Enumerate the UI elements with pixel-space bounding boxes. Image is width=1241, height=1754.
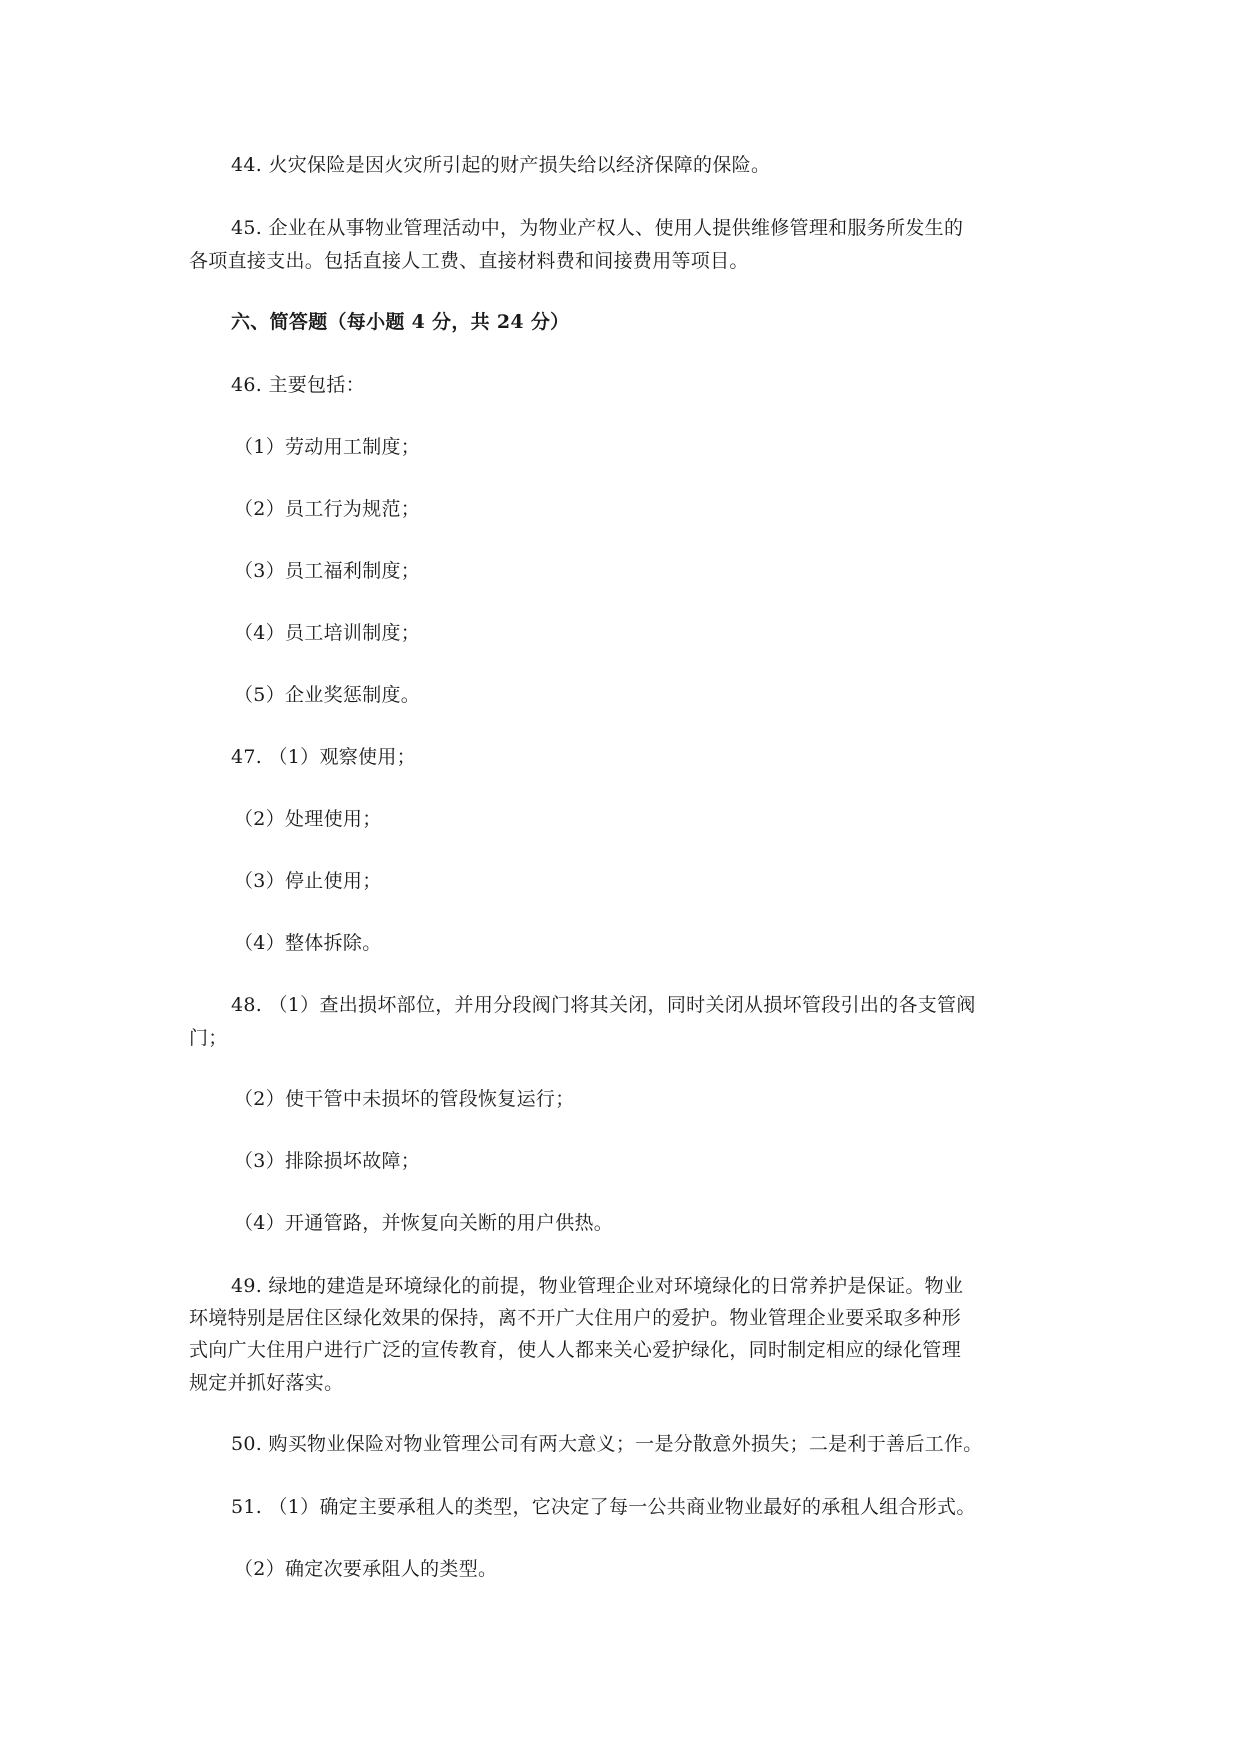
paragraph-q45-line2: 各项直接支出。包括直接人工费、直接材料费和间接费用等项目。 [189,250,749,272]
list-item: （2）处理使用； [234,808,382,830]
paragraph-q44: 44. 火灾保险是因火灾所引起的财产损失给以经济保障的保险。 [231,154,771,176]
paragraph-q49-line1: 49. 绿地的建造是环境绿化的前提，物业管理企业对环境绿化的日常养护是保证。物业 [231,1275,964,1297]
paragraph-q51: 51. （1）确定主要承租人的类型，它决定了每一公共商业物业最好的承租人组合形式。 [231,1496,976,1518]
list-item: （5）企业奖惩制度。 [234,684,421,706]
list-item: （2）员工行为规范； [234,498,421,520]
section-heading: 六、简答题（每小题 4 分，共 24 分） [231,311,570,333]
list-item: （1）劳动用工制度； [234,436,421,458]
list-item: （4）开通管路，并恢复向关断的用户供热。 [234,1212,614,1234]
list-item: （3）停止使用； [234,870,382,892]
list-item: （4）整体拆除。 [234,932,382,954]
paragraph-q47: 47. （1）观察使用； [231,746,416,768]
paragraph-q46: 46. 主要包括： [231,374,365,396]
paragraph-q48-line1: 48. （1）查出损坏部位，并用分段阀门将其关闭，同时关闭从损坏管段引出的各支管阀 [231,994,976,1016]
paragraph-q49-line4: 规定并抓好落实。 [189,1372,344,1394]
paragraph-q50: 50. 购买物业保险对物业管理公司有两大意义；一是分散意外损失；二是利于善后工作。 [231,1433,983,1455]
list-item: （3）员工福利制度； [234,560,421,582]
paragraph-q49-line3: 式向广大住用户进行广泛的宣传教育，使人人都来关心爱护绿化，同时制定相应的绿化管理 [189,1339,962,1361]
list-item: （3）排除损坏故障； [234,1150,421,1172]
list-item: （2）使干管中未损坏的管段恢复运行； [234,1088,575,1110]
paragraph-q45-line1: 45. 企业在从事物业管理活动中，为物业产权人、使用人提供维修管理和服务所发生的 [231,217,964,239]
paragraph-q49-line2: 环境特别是居住区绿化效果的保持，离不开广大住用户的爱护。物业管理企业要采取多种形 [189,1307,962,1329]
list-item: （2）确定次要承阻人的类型。 [234,1558,498,1580]
paragraph-q48-line2: 门； [189,1027,228,1049]
list-item: （4）员工培训制度； [234,622,421,644]
